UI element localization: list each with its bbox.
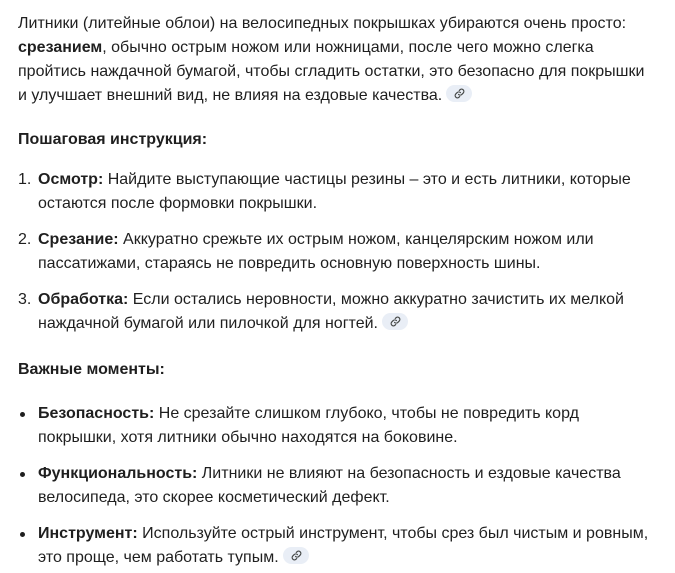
link-icon — [291, 550, 302, 561]
note-text: Литники не влияют на безопасность и ездовые качества велосипеда, это скорее косметический дефект. — [38, 465, 621, 506]
step-title: Осмотр: — [38, 171, 104, 188]
steps-heading: Пошаговая инструкция: — [18, 131, 208, 148]
note-text: Не срезайте слишком глубоко, чтобы не повредить корд покрышки, хотя литники обычно находятся на боковине. — [38, 405, 579, 446]
list-item — [18, 402, 658, 450]
list-item — [18, 288, 658, 336]
step-text: Найдите выступающие частицы резины – это и есть литники, которые остаются после формовки покрышки. — [38, 171, 631, 212]
list-number: 2. — [18, 231, 32, 248]
list-item — [18, 228, 658, 276]
steps-list — [18, 168, 658, 336]
step-title: Обработка: — [38, 291, 129, 308]
list-item — [18, 168, 658, 216]
notes-heading: Важные моменты: — [18, 361, 165, 378]
link-icon — [390, 316, 401, 327]
bullet-marker — [20, 412, 25, 417]
list-number: 1. — [18, 171, 32, 188]
bullet-marker — [20, 472, 25, 477]
note-title: Функциональность: — [38, 465, 198, 482]
note-title: Безопасность: — [38, 405, 155, 422]
step-text: Если остались неровности, можно аккуратно зачистить их мелкой наждачной бумагой или пилочкой для ногтей. — [38, 291, 624, 332]
list-item — [18, 462, 658, 510]
list-number: 3. — [18, 291, 32, 308]
note-title: Инструмент: — [38, 525, 138, 542]
source-link-chip[interactable] — [283, 547, 309, 564]
note-text: Используйте острый инструмент, чтобы срез был чистым и ровным, это проще, чем работать тупым. — [38, 525, 649, 566]
notes-list — [18, 402, 658, 570]
list-item — [18, 522, 658, 570]
intro-text-end: , обычно острым ножом или ножницами, после чего можно слегка пройтись наждачной бумагой, чтобы сгладить остатки, это безопасно для покрышки и улучшает внешний вид, не влияя на ездовые качества. — [18, 39, 645, 104]
intro-text-start: Литники (литейные облои) на велосипедных покрышках убираются очень просто: — [18, 15, 627, 32]
link-icon — [454, 88, 465, 99]
step-text: Аккуратно срежьте их острым ножом, канцелярским ножом или пассатижами, стараясь не повредить основную поверхность шины. — [38, 231, 594, 272]
intro-paragraph — [18, 12, 648, 108]
step-title: Срезание: — [38, 231, 119, 248]
source-link-chip[interactable] — [382, 313, 408, 330]
bullet-marker — [20, 532, 25, 537]
source-link-chip[interactable] — [446, 85, 472, 102]
intro-bold-term: срезанием — [18, 39, 103, 56]
